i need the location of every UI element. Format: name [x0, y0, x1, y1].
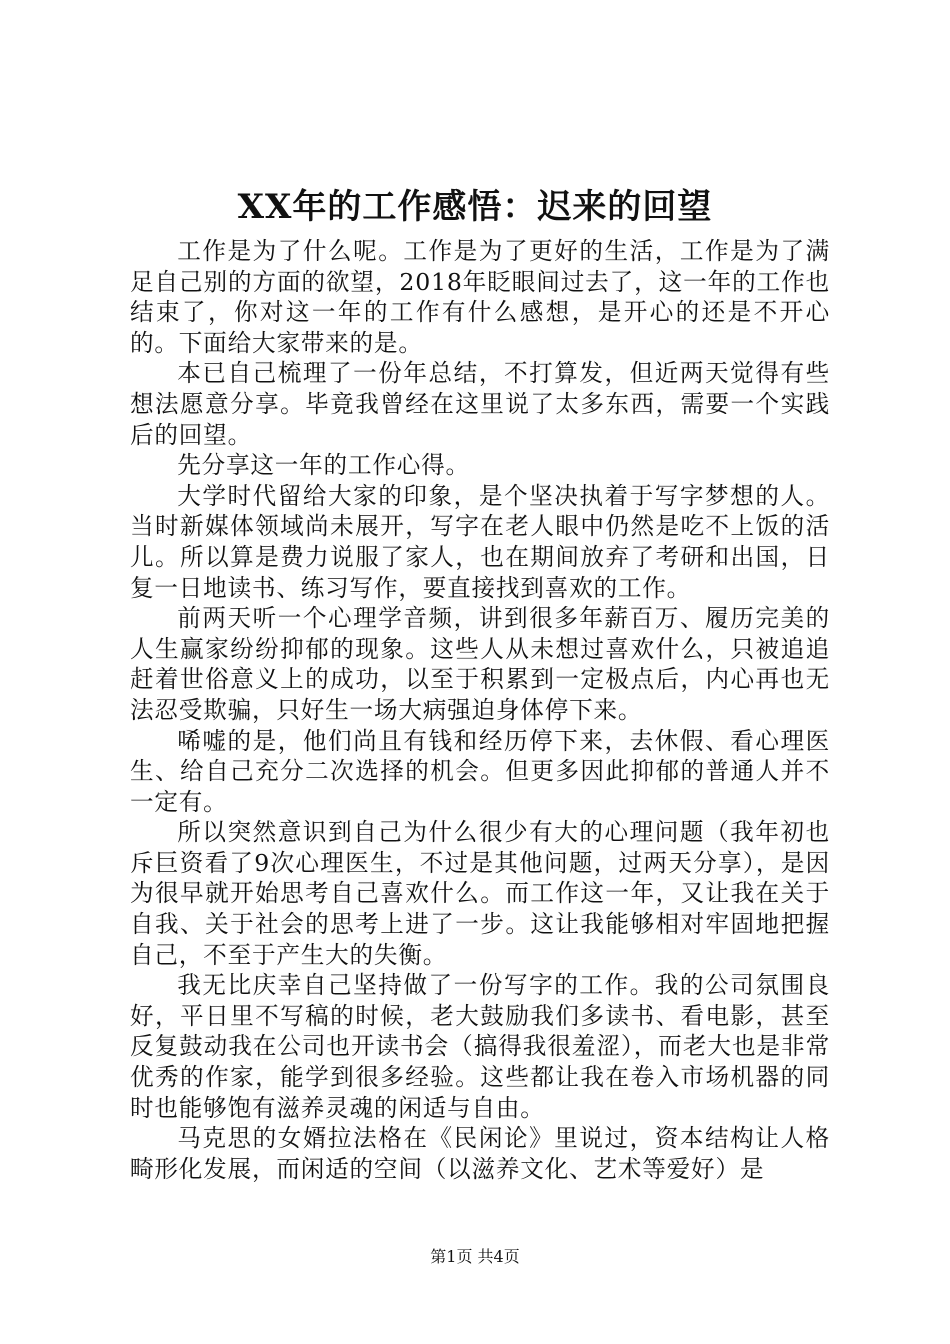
paragraph: 工作是为了什么呢。工作是为了更好的生活，工作是为了满足自己别的方面的欲望，2018年眨眼间过去了，这一年的工作也结束了，你对这一年的工作有什么感想，是开心的还是不开心的。下面给大家带来的是。 — [130, 237, 830, 357]
paragraph: 大学时代留给大家的印象，是个坚决执着于写字梦想的人。当时新媒体领域尚未展开，写字在老人眼中仍然是吃不上饭的活儿。所以算是费力说服了家人，也在期间放弃了考研和出国，日复一日地读书、练习写作，要直接找到喜欢的工作。 — [130, 481, 830, 602]
paragraph: 所以突然意识到自己为什么很少有大的心理问题（我年初也斥巨资看了9次心理医生，不过是其他问题，过两天分享），是因为很早就开始思考自己喜欢什么。而工作这一年，又让我在关于自我、关于社会的思考上进了一步。这让我能够相对牢固地把握自己，不至于产生大的失衡。 — [130, 818, 830, 969]
paragraph: 我无比庆幸自己坚持做了一份写字的工作。我的公司氛围良好，平日里不写稿的时候，老大鼓励我们多读书、看电影，甚至反复鼓动我在公司也开读书会（搞得我很羞涩），而老大也是非常优秀的作家，能学到很多经验。这些都让我在卷入市场机器的同时也能够饱有滋养灵魂的闲适与自由。 — [130, 971, 830, 1122]
paragraph: 本已自己梳理了一份年总结，不打算发，但近两天觉得有些想法愿意分享。毕竟我曾经在这里说了太多东西，需要一个实践后的回望。 — [130, 359, 830, 449]
paragraph: 先分享这一年的工作心得。 — [177, 451, 470, 480]
page-footer: 第1页 共4页 — [430, 1247, 520, 1266]
paragraph: 马克思的女婿拉法格在《民闲论》里说过，资本结构让人格畸形化发展，而闲适的空间（以滋养文化、艺术等爱好）是 — [130, 1124, 830, 1183]
document-body — [130, 236, 830, 1184]
paragraph: 前两天听一个心理学音频，讲到很多年薪百万、履历完美的人生赢家纷纷抑郁的现象。这些人从未想过喜欢什么，只被追追赶着世俗意义上的成功，以至于积累到一定极点后，内心再也无法忍受欺骗，只好生一场大病强迫身体停下来。 — [130, 604, 830, 724]
paragraph: 唏嘘的是，他们尚且有钱和经历停下来，去休假、看心理医生、给自己充分二次选择的机会。但更多因此抑郁的普通人并不一定有。 — [130, 726, 830, 816]
document-title: XX年的工作感悟：迟来的回望 — [237, 187, 713, 227]
